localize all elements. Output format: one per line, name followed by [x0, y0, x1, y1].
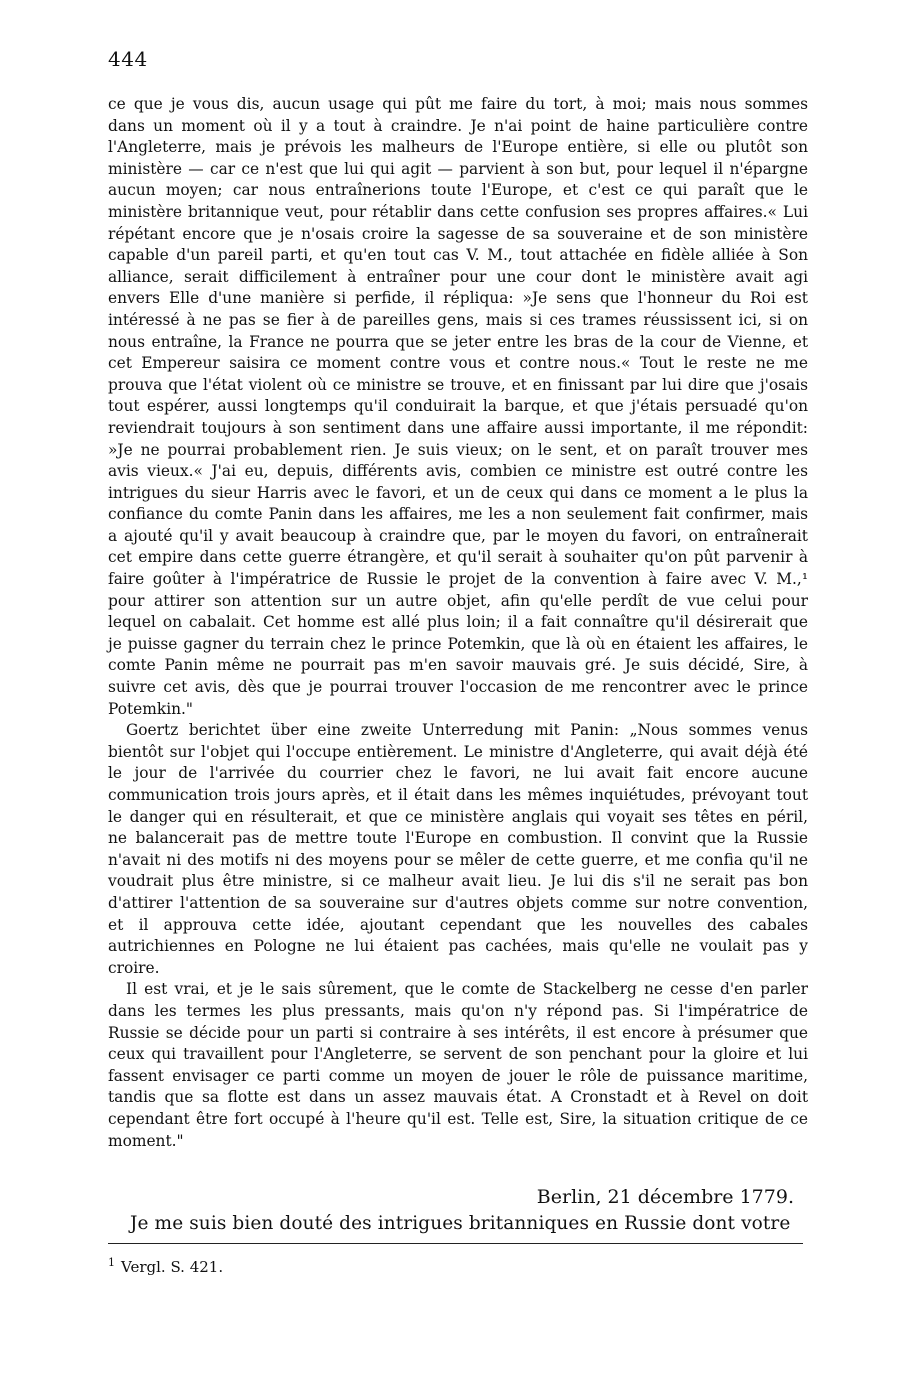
page-number: 444: [108, 47, 148, 71]
dateline: Berlin, 21 décembre 1779.: [536, 1186, 794, 1208]
footnote-divider: [108, 1243, 803, 1244]
next-document-start: Je me suis bien douté des intrigues britanniques en Russie dont votre: [130, 1213, 791, 1234]
footnote-marker: 1: [108, 1256, 115, 1269]
footnote-text: Vergl. S. 421.: [121, 1258, 224, 1276]
paragraph-stackelberg: Il est vrai, et je le sais sûrement, que le comte de Stackelberg ne cesse d'en parler dans les termes les plus pressants, mais qu'on n'y répond pas. Si l'impératrice de Russie se décide pour un parti si contraire à ses intérêts, il est encore à présumer que ceux qui travaillent pour l'Angleterre, se servent de son penchant pour la gloire et lui fassent envisager ce parti comme un moyen de jouer le rôle de puissance maritime, tandis que sa flotte est dans un assez mauvais état. A Cronstadt et à Revel on doit cependant être fort occupé à l'heure qu'il est. Telle est, Sire, la situation critique de ce moment.": [108, 980, 808, 1150]
body-text: [108, 94, 808, 1152]
paragraph-goertz-report: Goertz berichtet über eine zweite Unterredung mit Panin: „Nous sommes venus bientôt sur l'objet qui l'occupe entièrement. Le ministre d'Angleterre, qui avait déjà été le jour de l'arrivée du courrier chez le favori, ne lui avait fait encore aucune communication trois jours après, et il était dans les mêmes inquiétudes, prévoyant tout le danger qui en résulterait, et que ce ministère anglais qui voyait ses têtes en péril, ne balancerait pas de mettre toute l'Europe en combustion. Il convint que la Russie n'avait ni des motifs ni des moyens pour se mêler de cette guerre, et me confia qu'il ne voudrait plus être ministre, si ce malheur avait lieu. Je lui dis s'il ne serait pas bon d'attirer l'attention de sa souveraine sur d'autres objets comme sur notre convention, et il approuva cette idée, ajoutant cependant que les nouvelles des cabales autrichiennes en Pologne ne lui étaient pas cachées, mais qu'elle ne voulait pas y croire.: [108, 721, 808, 977]
paragraph-letter-continuation: ce que je vous dis, aucun usage qui pût me faire du tort, à moi; mais nous sommes dans un moment où il y a tout à craindre. Je n'ai point de haine particulière contre l'Angleterre, mais je prévois les malheurs de l'Europe entière, si elle ou plutôt son ministère — car ce n'est que lui qui agit — parvient à son but, pour lequel il n'épargne aucun moyen; car nous entraînerions toute l'Europe, et c'est ce qui paraît que le ministère britannique veut, pour rétablir dans cette confusion ses propres affaires.« Lui répétant encore que je n'osais croire la sagesse de sa souveraine et de son ministère capable d'un pareil parti, et qu'en tout cas V. M., tout attachée en fidèle alliée à Son alliance, serait difficilement à entraîner pour une cour dont le ministère avait agi envers Elle d'une manière si perfide, il répliqua: »Je sens que l'honneur du Roi est intéressé à ne pas se fier à de pareilles gens, mais si ces trames réussissent ici, si on nous entraîne, la France ne pourra que se jeter entre les bras de la cour de Vienne, et cet Empereur saisira ce moment contre vous et contre nous.« Tout le reste ne me prouva que l'état violent où ce ministre se trouve, et en finissant par lui dire que j'osais tout espérer, aussi longtemps qu'il conduirait la barque, et que j'étais persuadé qu'on reviendrait toujours à son sentiment dans une affaire aussi importante, il me répondit: »Je ne pourrai probablement rien. Je suis vieux; on le sent, et on paraît trouver mes avis vieux.« J'ai eu, depuis, différents avis, combien ce ministre est outré contre les intrigues du sieur Harris avec le favori, et un de ceux qui dans ce moment a le plus la confiance du comte Panin dans les affaires, me les a non seulement fait confirmer, mais a ajouté qu'il y avait beaucoup à craindre que, par le moyen du favori, on entraînerait cet empire dans cette guerre étrangère, et qu'il serait à souhaiter qu'on pût parvenir à faire goûter à l'impératrice de Russie le projet de la convention à faire avec V. M.,¹ pour attirer son attention sur un autre objet, afin qu'elle perdît de vue celui pour lequel on cabalait. Cet homme est allé plus loin; il a fait connaître qu'il désirerait que je puisse gagner du terrain chez le prince Potemkin, que là où en étaient les affaires, le comte Panin même ne pourrait pas m'en savoir mauvais gré. Je suis décidé, Sire, à suivre cet avis, dès que je pourrai trouver l'occasion de me rencontrer avec le prince Potemkin.": [108, 95, 808, 718]
footnote: [108, 1256, 223, 1276]
